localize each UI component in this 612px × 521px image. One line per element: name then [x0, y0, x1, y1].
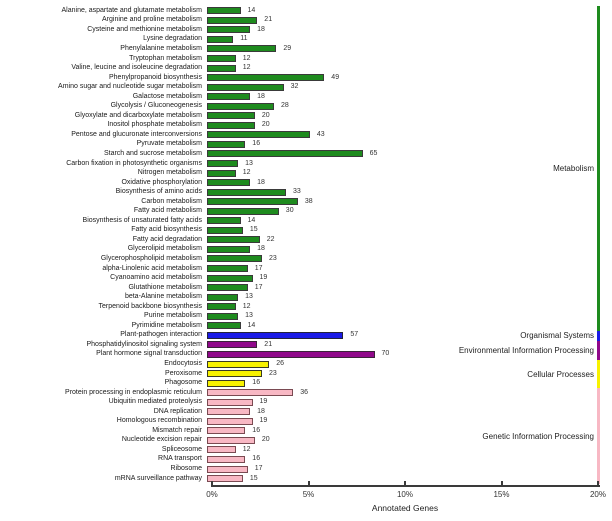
- bar-track: [207, 169, 593, 177]
- gene-count-label: 32: [290, 83, 299, 91]
- pathway-bar: [207, 265, 248, 272]
- chart-row: [0, 235, 598, 245]
- bar-track: [207, 93, 593, 101]
- bar-track: [207, 45, 593, 53]
- x-axis-tick: [597, 481, 599, 485]
- bar-track: [207, 322, 593, 330]
- category-label: Metabolism: [553, 164, 594, 173]
- category-color-segment: [597, 360, 600, 389]
- gene-count-label: 20: [261, 121, 270, 129]
- pathway-label: Glycerophospholipid metabolism: [100, 254, 202, 262]
- bar-track: [207, 408, 593, 416]
- pathway-label: Ribosome: [170, 465, 202, 473]
- pathway-label: Glycerolipid metabolism: [127, 245, 202, 253]
- chart-row: [0, 159, 598, 169]
- chart-row: [0, 331, 598, 341]
- bar-track: [207, 16, 593, 24]
- bar-track: [207, 284, 593, 292]
- pathway-bar: [207, 303, 236, 310]
- pathway-bar: [207, 208, 279, 215]
- pathway-bar: [207, 370, 262, 377]
- pathway-label: Protein processing in endoplasmic reticulum: [65, 388, 202, 396]
- pathway-bar: [207, 408, 250, 415]
- gene-count-label: 57: [350, 331, 359, 339]
- x-axis-tick-label: 5%: [302, 490, 315, 499]
- gene-count-label: 21: [264, 340, 273, 348]
- pathway-label: Lysine degradation: [143, 35, 202, 43]
- pathway-label: Glutathione metabolism: [128, 283, 202, 291]
- pathway-label: Valine, leucine and isoleucine degradation: [71, 64, 202, 72]
- category-label: Organismal Systems: [520, 331, 594, 341]
- bar-track: [207, 465, 593, 473]
- chart-row: [0, 321, 598, 331]
- chart-row: [0, 226, 598, 236]
- gene-count-label: 16: [252, 426, 261, 434]
- gene-count-label: 18: [257, 25, 265, 33]
- gene-count-label: 11: [240, 35, 248, 43]
- pathway-label: Spliceosome: [161, 445, 202, 453]
- x-axis-tick: [211, 481, 213, 485]
- pathway-bar: [207, 131, 310, 138]
- pathway-bar: [207, 255, 262, 262]
- chart-row: [0, 245, 598, 255]
- gene-count-label: 16: [252, 455, 261, 463]
- bar-track: [207, 64, 593, 72]
- pathway-label: Purine metabolism: [144, 312, 202, 320]
- bar-track: [207, 475, 593, 483]
- pathway-label: Tryptophan metabolism: [129, 54, 202, 62]
- bar-track: [207, 7, 593, 15]
- gene-count-label: 14: [247, 216, 256, 224]
- chart-row: [0, 216, 598, 226]
- chart-row: [0, 130, 598, 140]
- chart-row: [0, 82, 598, 92]
- gene-count-label: 28: [281, 102, 289, 110]
- bar-track: [207, 74, 593, 82]
- gene-count-label: 12: [242, 302, 251, 310]
- bar-track: [207, 179, 593, 187]
- pathway-label: Cyanoamino acid metabolism: [110, 274, 202, 282]
- pathway-bar: [207, 294, 238, 301]
- bar-track: [207, 160, 593, 168]
- chart-row: [0, 359, 598, 369]
- chart-row: [0, 254, 598, 264]
- pathway-label: Phenylalanine metabolism: [120, 44, 202, 52]
- bar-track: [207, 312, 593, 320]
- pathway-bar: [207, 437, 255, 444]
- gene-count-label: 18: [257, 245, 265, 253]
- pathway-bar: [207, 179, 250, 186]
- pathway-bar: [207, 246, 250, 253]
- bar-track: [207, 255, 593, 263]
- pathway-label: Glycolysis / Gluconeogenesis: [110, 102, 202, 110]
- pathway-bar: [207, 170, 236, 177]
- pathway-label: Amino sugar and nucleotide sugar metabolism: [58, 83, 202, 91]
- chart-row: [0, 25, 598, 35]
- chart-row: [0, 302, 598, 312]
- pathway-label: Galactose metabolism: [132, 92, 202, 100]
- chart-row: [0, 168, 598, 178]
- category-color-segment: [597, 341, 600, 360]
- x-axis-tick-label: 20%: [589, 490, 606, 499]
- gene-count-label: 18: [257, 178, 265, 186]
- category-color-segment: [597, 331, 600, 341]
- pathway-bar: [207, 160, 238, 167]
- bar-track: [207, 226, 593, 234]
- chart-row: [0, 369, 598, 379]
- pathway-bar: [207, 36, 233, 43]
- chart-row: [0, 417, 598, 427]
- gene-count-label: 20: [261, 436, 270, 444]
- x-axis-title: Annotated Genes: [371, 503, 439, 513]
- pathway-bar: [207, 84, 284, 91]
- pathway-label: Pyruvate metabolism: [136, 140, 202, 148]
- bar-track: [207, 140, 593, 148]
- pathway-bar: [207, 227, 243, 234]
- pathway-label: Phosphatidylinositol signaling system: [86, 340, 202, 348]
- bar-track: [207, 121, 593, 129]
- pathway-bar: [207, 322, 241, 329]
- pathway-bar: [207, 361, 269, 368]
- category-label: Cellular Processes: [527, 369, 594, 379]
- pathway-label: beta-Alanine metabolism: [124, 293, 202, 301]
- pathway-bar: [207, 351, 375, 358]
- gene-count-label: 17: [254, 465, 263, 473]
- gene-count-label: 19: [259, 417, 268, 425]
- gene-count-label: 15: [249, 474, 258, 482]
- chart-row: [0, 187, 598, 197]
- x-axis-tick-label: 15%: [493, 490, 510, 499]
- pathway-bar: [207, 389, 293, 396]
- pathway-label: Nucleotide excision repair: [121, 436, 202, 444]
- gene-count-label: 14: [247, 321, 256, 329]
- pathway-label: Inositol phosphate metabolism: [107, 121, 202, 129]
- gene-count-label: 15: [249, 226, 258, 234]
- pathway-bar: [207, 380, 245, 387]
- pathway-bar: [207, 112, 255, 119]
- pathway-label: Homologous recombination: [116, 417, 202, 425]
- bar-track: [207, 35, 593, 43]
- gene-count-label: 21: [264, 16, 273, 24]
- x-axis-tick: [501, 481, 503, 485]
- chart-row: [0, 388, 598, 398]
- pathway-label: Starch and sucrose metabolism: [103, 149, 202, 157]
- pathway-bar: [207, 189, 286, 196]
- gene-count-label: 12: [242, 64, 251, 72]
- pathway-label: Pentose and glucuronate interconversions: [71, 130, 202, 138]
- x-axis-tick-label: 0%: [206, 490, 218, 499]
- bar-rows-container: [0, 6, 598, 483]
- pathway-label: Endocytosis: [164, 360, 202, 367]
- bar-track: [207, 198, 593, 206]
- bar-track: [207, 417, 593, 425]
- pathway-bar: [207, 446, 236, 453]
- pathway-label: Cysteine and methionine metabolism: [87, 25, 202, 33]
- pathway-label: Carbon fixation in photosynthetic organisms: [66, 159, 202, 167]
- bar-track: [207, 55, 593, 63]
- bar-track: [207, 150, 593, 158]
- pathway-bar: [207, 466, 248, 473]
- bar-track: [207, 360, 593, 368]
- bar-track: [207, 303, 593, 311]
- gene-count-label: 26: [276, 360, 284, 367]
- gene-count-label: 13: [245, 293, 253, 301]
- gene-count-label: 18: [257, 92, 265, 100]
- gene-count-label: 36: [300, 388, 308, 396]
- pathway-label: Terpenoid backbone biosynthesis: [98, 302, 202, 310]
- chart-row: [0, 273, 598, 283]
- pathway-label: Plant hormone signal transduction: [96, 350, 202, 358]
- gene-count-label: 17: [254, 283, 263, 291]
- pathway-bar: [207, 418, 253, 425]
- gene-count-label: 65: [369, 149, 378, 157]
- gene-count-label: 12: [242, 445, 251, 453]
- pathway-label: Mismatch repair: [152, 426, 202, 434]
- gene-count-label: 13: [245, 159, 253, 167]
- bar-track: [207, 245, 593, 253]
- category-color-bar: [597, 6, 600, 484]
- chart-row: [0, 149, 598, 159]
- pathway-bar: [207, 122, 255, 129]
- x-axis-tick: [404, 481, 406, 485]
- gene-count-label: 22: [266, 235, 275, 243]
- pathway-bar: [207, 456, 245, 463]
- gene-count-label: 16: [252, 379, 261, 387]
- bar-track: [207, 217, 593, 225]
- bar-track: [207, 112, 593, 120]
- pathway-bar: [207, 341, 257, 348]
- category-label: Genetic Information Processing: [482, 431, 594, 441]
- pathway-bar: [207, 217, 241, 224]
- chart-row: [0, 140, 598, 150]
- bar-track: [207, 379, 593, 387]
- pathway-bar: [207, 150, 363, 157]
- x-axis-tick: [308, 481, 310, 485]
- pathway-bar: [207, 275, 253, 282]
- pathway-bar: [207, 427, 245, 434]
- gene-count-label: 38: [304, 197, 313, 205]
- pathway-label: Nitrogen metabolism: [137, 169, 202, 177]
- pathway-label: Alanine, aspartate and glutamate metabolism: [61, 6, 202, 14]
- pathway-label: Plant-pathogen interaction: [120, 331, 202, 339]
- pathway-bar: [207, 198, 298, 205]
- chart-row: [0, 264, 598, 274]
- chart-row: [0, 397, 598, 407]
- pathway-label: Carbon metabolism: [141, 197, 202, 205]
- pathway-label: Phagosome: [164, 379, 202, 387]
- chart-row: [0, 445, 598, 455]
- chart-row: [0, 54, 598, 64]
- pathway-bar: [207, 141, 245, 148]
- chart-row: [0, 92, 598, 102]
- chart-row: [0, 63, 598, 73]
- bar-track: [207, 188, 593, 196]
- bar-track: [207, 398, 593, 406]
- gene-count-label: 23: [269, 254, 277, 262]
- chart-row: [0, 6, 598, 16]
- bar-track: [207, 293, 593, 301]
- chart-row: [0, 464, 598, 474]
- x-axis-line: [211, 485, 600, 487]
- pathway-bar: [207, 236, 260, 243]
- gene-count-label: 13: [245, 312, 253, 320]
- bar-track: [207, 265, 593, 273]
- gene-count-label: 20: [261, 111, 270, 119]
- chart-row: [0, 101, 598, 111]
- pathway-label: Fatty acid biosynthesis: [131, 226, 202, 234]
- gene-count-label: 12: [242, 169, 251, 177]
- pathway-label: Biosynthesis of amino acids: [115, 188, 202, 196]
- chart-row: [0, 44, 598, 54]
- bar-track: [207, 83, 593, 91]
- gene-count-label: 16: [252, 140, 261, 148]
- pathway-bar: [207, 399, 253, 406]
- pathway-bar: [207, 93, 250, 100]
- gene-count-label: 14: [247, 6, 256, 14]
- chart-row: [0, 378, 598, 388]
- pathway-bar: [207, 45, 276, 52]
- pathway-label: Arginine and proline metabolism: [102, 16, 202, 24]
- pathway-label: Fatty acid degradation: [132, 235, 202, 243]
- pathway-label: Peroxisome: [165, 369, 202, 377]
- gene-count-label: 17: [254, 264, 263, 272]
- pathway-label: Glyoxylate and dicarboxylate metabolism: [74, 111, 202, 119]
- pathway-label: Biosynthesis of unsaturated fatty acids: [82, 216, 202, 224]
- gene-count-label: 18: [257, 407, 265, 415]
- bar-track: [207, 389, 593, 397]
- pathway-label: Ubiquitin mediated proteolysis: [108, 398, 202, 406]
- pathway-label: Oxidative phosphorylation: [121, 178, 202, 186]
- bar-track: [207, 446, 593, 454]
- pathway-label: Phenylpropanoid biosynthesis: [108, 73, 202, 81]
- x-axis-tick-label: 10%: [396, 490, 413, 499]
- chart-row: [0, 283, 598, 293]
- gene-count-label: 19: [259, 398, 268, 406]
- pathway-bar: [207, 74, 324, 81]
- gene-count-label: 30: [285, 207, 294, 215]
- gene-count-label: 49: [331, 73, 340, 81]
- gene-count-label: 70: [381, 350, 390, 358]
- chart-row: [0, 206, 598, 216]
- pathway-bar: [207, 103, 274, 110]
- chart-row: [0, 16, 598, 26]
- bar-track: [207, 236, 593, 244]
- bar-track: [207, 131, 593, 139]
- bar-track: [207, 455, 593, 463]
- gene-count-label: 43: [316, 130, 325, 138]
- pathway-label: mRNA surveillance pathway: [114, 474, 202, 482]
- category-color-segment: [597, 6, 600, 331]
- pathway-label: alpha-Linolenic acid metabolism: [102, 264, 202, 272]
- chart-row: [0, 292, 598, 302]
- bar-track: [207, 26, 593, 34]
- bar-track: [207, 274, 593, 282]
- chart-row: [0, 73, 598, 83]
- chart-row: [0, 178, 598, 188]
- pathway-bar: [207, 65, 236, 72]
- gene-count-label: 12: [242, 54, 251, 62]
- chart-row: [0, 121, 598, 131]
- chart-row: [0, 111, 598, 121]
- category-label: Environmental Information Processing: [458, 345, 594, 355]
- pathway-bar: [207, 26, 250, 33]
- bar-track: [207, 207, 593, 215]
- pathway-bar: [207, 7, 241, 14]
- chart-row: [0, 455, 598, 465]
- category-color-segment: [597, 388, 600, 484]
- gene-count-label: 29: [283, 44, 292, 52]
- bar-track: [207, 102, 593, 110]
- pathway-label: DNA replication: [153, 407, 202, 415]
- pathway-label: Pyrimidine metabolism: [131, 321, 202, 329]
- pathway-label: RNA transport: [158, 455, 202, 463]
- chart-row: [0, 35, 598, 45]
- gene-count-label: 19: [259, 274, 268, 282]
- chart-row: [0, 312, 598, 322]
- pathway-bar: [207, 17, 257, 24]
- pathway-bar: [207, 55, 236, 62]
- chart-row: [0, 197, 598, 207]
- pathway-label: Fatty acid metabolism: [133, 207, 202, 215]
- gene-count-label: 23: [269, 369, 277, 377]
- chart-row: [0, 474, 598, 484]
- pathway-bar: [207, 332, 343, 339]
- pathway-bar: [207, 313, 238, 320]
- gene-count-label: 33: [293, 188, 301, 196]
- pathway-bar: [207, 284, 248, 291]
- chart-row: [0, 407, 598, 417]
